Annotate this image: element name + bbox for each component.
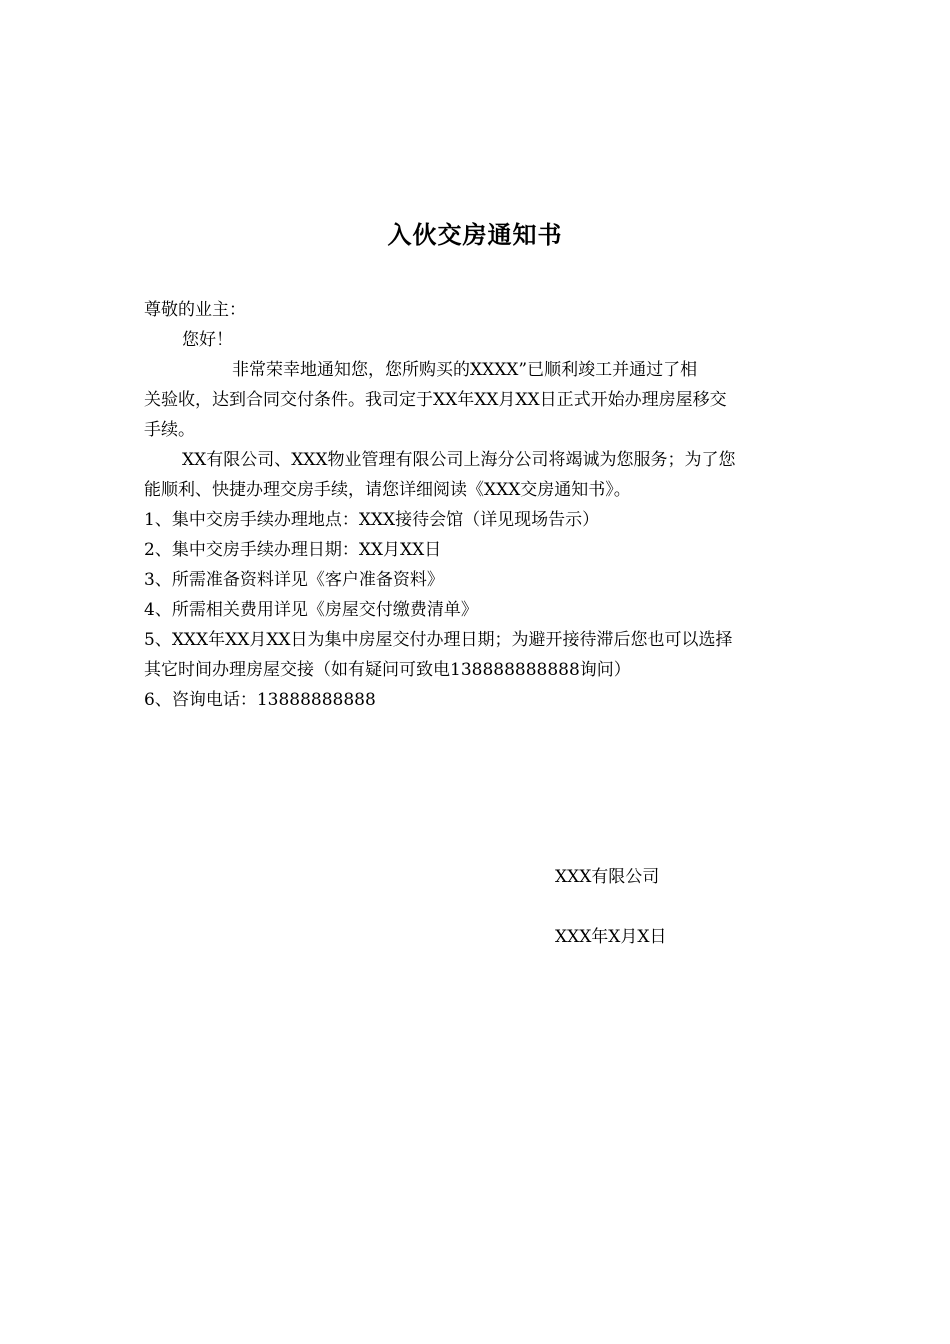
list-item-5-line-1: 5、XXX年XX月XX日为集中房屋交付办理日期；为避开接待滞后您也可以选择 [144, 630, 733, 650]
paragraph-1-line-1: 非常荣幸地通知您，您所购买的XXXX”已顺利竣工并通过了相 [232, 360, 698, 380]
paragraph-1-line-2: 关验收，达到合同交付条件。我司定于XX年XX月XX日正式开始办理房屋移交 [144, 390, 727, 410]
document-title: 入伙交房通知书 [387, 220, 563, 249]
salutation: 尊敬的业主： [144, 300, 246, 320]
paragraph-2-line-2: 能顺利、快捷办理交房手续，请您详细阅读《XXX交房通知书》。 [144, 480, 631, 500]
list-item-3: 3、所需准备资料详见《客户准备资料》 [144, 570, 444, 590]
list-item-5-line-2: 其它时间办理房屋交接（如有疑问可致电138888888888询问） [144, 660, 631, 680]
list-item-4: 4、所需相关费用详见《房屋交付缴费清单》 [144, 600, 478, 620]
paragraph-1-line-3: 手续。 [144, 420, 195, 440]
paragraph-2-line-1: XX有限公司、XXX物业管理有限公司上海分公司将竭诚为您服务；为了您 [182, 450, 736, 470]
list-item-6: 6、咨询电话：13888888888 [144, 690, 376, 710]
list-item-1: 1、集中交房手续办理地点：XXX接待会馆（详见现场告示） [144, 510, 600, 530]
signature-date: XXX年X月X日 [555, 927, 667, 947]
greeting: 您好！ [182, 330, 233, 350]
document-body [144, 295, 824, 715]
signature-company: XXX有限公司 [555, 867, 660, 887]
list-item-2: 2、集中交房手续办理日期：XX月XX日 [144, 540, 442, 560]
